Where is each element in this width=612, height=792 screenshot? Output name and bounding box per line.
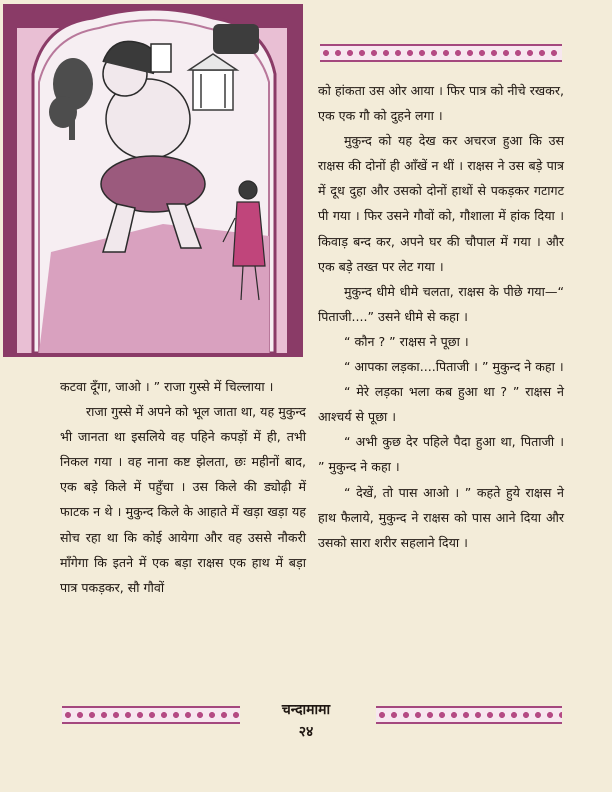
paragraph: “ देखें, तो पास आओ । ” कहते हुये राक्षस ने हाथ फैलाये, मुकुन्द ने राक्षस को पास आने दिया और उसको सारा शरीर सहलाने दिया । [318,484,564,550]
paragraph: मुकुन्द धीमे धीमे चलता, राक्षस के पीछे गया—“ पिताजी....” उसने धीमे से कहा । [318,283,564,324]
bottom-right-ornament-border [376,706,562,724]
paragraph: को हांकता उस ओर आया । फिर पात्र को नीचे रखकर, एक एक गौ को दुहने लगा । [318,83,564,124]
paragraph: “ अभी कुछ देर पहिले पैदा हुआ था, पिताजी । ” मुकुन्द ने कहा । [318,434,564,475]
paragraph: “ मेरे लड़का भला कब हुआ था ? ” राक्षस ने आश्चर्य से पूछा । [318,384,564,425]
paragraph: “ आपका लड़का....पिताजी । ” मुकुन्द ने कहा । [344,359,564,375]
paragraph: “ कौन ? ” राक्षस ने पूछा । [344,333,469,349]
paragraph: राजा गुस्से में अपने को भूल जाता था, यह मुकुन्द भी जानता था इसलिये वह पहिने कपड़ों में ही, तभी निकल गया । वह नाना कष्ट झेलता, छः महीनों बाद, एक बड़े किले में पहुँचा । उस किले की ड्योढ़ी में फाटक न थे । मुकुन्द किले के आहाते में खड़ा खड़ा यह सोच रहा था कि कोई आयेगा और वह उससे नौकरी माँगेगा कि इतने में एक बड़ा राक्षस एक हाथ में बड़ा पात्र पकड़कर, सौ गौवों [60,404,306,595]
left-text-column [60,374,306,600]
paragraph: कटवा दूँगा, जाओ । ” राजा गुस्से में चिल्लाया । [60,379,274,394]
story-illustration [3,4,303,357]
paragraph: मुकुन्द को यह देख कर अचरज हुआ कि उस राक्षस की दोनों ही आँखें न थीं । राक्षस ने उस बड़े पात्र में दूध दुहा और उसको दोनों हाथों से पकड़कर गटागट पी गया । फिर उसने गौवों को, गौशाला में हांक दिया । किवाड़ बन्द कर, अपने घर की चौपाल में गया । और एक बड़े तख्त पर लेट गया । [318,133,564,274]
right-text-column [318,78,564,555]
magazine-title: चन्दामामा [281,702,331,718]
raja-rakshasa-illustration [3,4,303,357]
bottom-left-ornament-border [62,706,240,724]
page-number: २४ [298,724,314,740]
top-right-ornament-border [320,44,562,62]
